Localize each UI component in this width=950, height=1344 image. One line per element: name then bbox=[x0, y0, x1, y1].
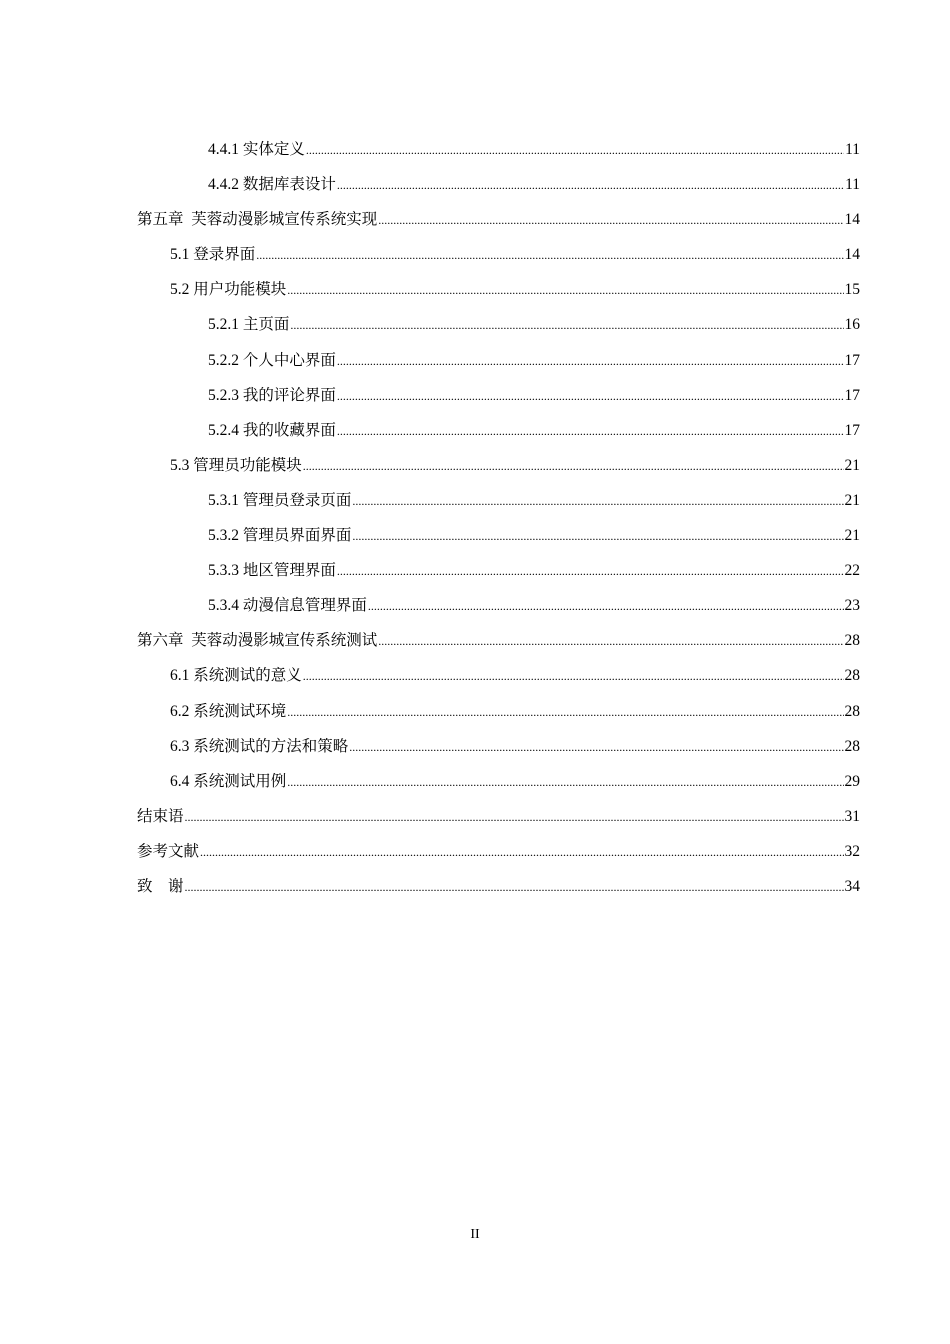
toc-entry-title: 第五章 芙蓉动漫影城宣传系统实现 bbox=[137, 211, 378, 229]
toc-entry-page: 32 bbox=[844, 842, 860, 860]
toc-entry[interactable] bbox=[137, 167, 860, 202]
toc-entry[interactable] bbox=[137, 553, 860, 588]
toc-dot-leader bbox=[337, 379, 844, 414]
toc-entry-title: 6.4 系统测试用例 bbox=[170, 772, 287, 790]
toc-entry-title: 5.2 用户功能模块 bbox=[170, 281, 287, 299]
table-of-contents bbox=[137, 132, 860, 904]
toc-entry-title: 致 谢 bbox=[137, 877, 184, 895]
toc-entry-page: 21 bbox=[844, 456, 860, 474]
toc-entry-page: 17 bbox=[844, 421, 860, 439]
toc-entry-title: 6.2 系统测试环境 bbox=[170, 702, 287, 720]
toc-entry[interactable] bbox=[137, 799, 860, 834]
toc-entry-page: 14 bbox=[844, 246, 860, 264]
toc-entry[interactable] bbox=[137, 237, 860, 272]
toc-dot-leader bbox=[368, 589, 844, 624]
toc-entry-title: 5.3.4 动漫信息管理界面 bbox=[208, 597, 367, 615]
toc-entry-page: 23 bbox=[844, 597, 860, 615]
toc-entry-page: 29 bbox=[844, 772, 860, 790]
toc-entry-page: 15 bbox=[844, 281, 860, 299]
toc-dot-leader bbox=[378, 203, 843, 238]
toc-entry-title: 5.3 管理员功能模块 bbox=[170, 456, 302, 474]
toc-dot-leader bbox=[303, 659, 844, 694]
toc-entry[interactable] bbox=[137, 729, 860, 764]
toc-entry[interactable] bbox=[137, 132, 860, 167]
toc-entry-page: 28 bbox=[844, 702, 860, 720]
toc-entry[interactable] bbox=[137, 202, 860, 237]
toc-entry-page: 11 bbox=[845, 141, 860, 158]
toc-dot-leader bbox=[337, 344, 844, 379]
toc-dot-leader bbox=[349, 730, 843, 765]
toc-entry-title: 6.1 系统测试的意义 bbox=[170, 667, 302, 685]
toc-entry[interactable] bbox=[137, 483, 860, 518]
toc-entry-page: 16 bbox=[844, 316, 860, 334]
toc-entry-page: 28 bbox=[844, 632, 860, 650]
toc-dot-leader bbox=[303, 449, 844, 484]
toc-entry[interactable] bbox=[137, 694, 860, 729]
toc-dot-leader bbox=[378, 624, 843, 659]
toc-dot-leader bbox=[290, 308, 843, 343]
toc-entry-title: 4.4.1 实体定义 bbox=[208, 141, 305, 158]
toc-entry-page: 31 bbox=[844, 807, 860, 825]
toc-dot-leader bbox=[256, 238, 843, 273]
toc-entry-title: 5.2.3 我的评论界面 bbox=[208, 386, 336, 404]
toc-dot-leader bbox=[185, 870, 844, 905]
toc-dot-leader bbox=[287, 273, 843, 308]
toc-entry-title: 5.3.2 管理员界面界面 bbox=[208, 527, 352, 545]
toc-dot-leader bbox=[287, 765, 843, 800]
toc-entry[interactable] bbox=[137, 307, 860, 342]
toc-entry[interactable] bbox=[137, 834, 860, 869]
toc-entry-page: 17 bbox=[844, 386, 860, 404]
toc-dot-leader bbox=[352, 519, 843, 554]
toc-entry[interactable] bbox=[137, 413, 860, 448]
toc-entry-title: 第六章 芙蓉动漫影城宣传系统测试 bbox=[137, 632, 378, 650]
toc-entry-page: 14 bbox=[844, 211, 860, 229]
toc-entry-title: 4.4.2 数据库表设计 bbox=[208, 176, 336, 194]
toc-dot-leader bbox=[287, 695, 843, 730]
toc-dot-leader bbox=[185, 800, 844, 835]
toc-entry-title: 结束语 bbox=[137, 807, 184, 825]
toc-entry[interactable] bbox=[137, 869, 860, 904]
toc-entry-page: 21 bbox=[844, 491, 860, 509]
toc-dot-leader bbox=[337, 414, 844, 449]
toc-entry-page: 11 bbox=[845, 176, 860, 194]
toc-entry[interactable] bbox=[137, 378, 860, 413]
toc-entry-page: 28 bbox=[844, 737, 860, 755]
toc-entry-title: 5.1 登录界面 bbox=[170, 246, 256, 264]
toc-entry[interactable] bbox=[137, 343, 860, 378]
toc-entry-page: 28 bbox=[844, 667, 860, 685]
toc-dot-leader bbox=[200, 835, 843, 870]
toc-entry[interactable] bbox=[137, 764, 860, 799]
toc-entry[interactable] bbox=[137, 588, 860, 623]
toc-entry-title: 参考文献 bbox=[137, 842, 200, 860]
page-number: II bbox=[470, 1227, 480, 1242]
toc-entry-title: 5.2.2 个人中心界面 bbox=[208, 351, 336, 369]
toc-dot-leader bbox=[337, 168, 844, 203]
toc-entry[interactable] bbox=[137, 623, 860, 658]
toc-entry[interactable] bbox=[137, 518, 860, 553]
toc-dot-leader bbox=[337, 554, 844, 589]
toc-entry-title: 5.2.1 主页面 bbox=[208, 316, 290, 334]
toc-entry-page: 34 bbox=[844, 877, 860, 895]
toc-entry[interactable] bbox=[137, 272, 860, 307]
toc-entry-title: 5.2.4 我的收藏界面 bbox=[208, 421, 336, 439]
toc-entry-page: 21 bbox=[844, 527, 860, 545]
toc-dot-leader bbox=[306, 133, 844, 168]
toc-entry[interactable] bbox=[137, 658, 860, 693]
toc-entry-page: 17 bbox=[844, 351, 860, 369]
toc-entry-page: 22 bbox=[844, 562, 860, 580]
toc-entry-title: 6.3 系统测试的方法和策略 bbox=[170, 737, 349, 755]
toc-entry[interactable] bbox=[137, 448, 860, 483]
toc-entry-title: 5.3.1 管理员登录页面 bbox=[208, 491, 352, 509]
toc-dot-leader bbox=[352, 484, 843, 519]
toc-entry-title: 5.3.3 地区管理界面 bbox=[208, 562, 336, 580]
